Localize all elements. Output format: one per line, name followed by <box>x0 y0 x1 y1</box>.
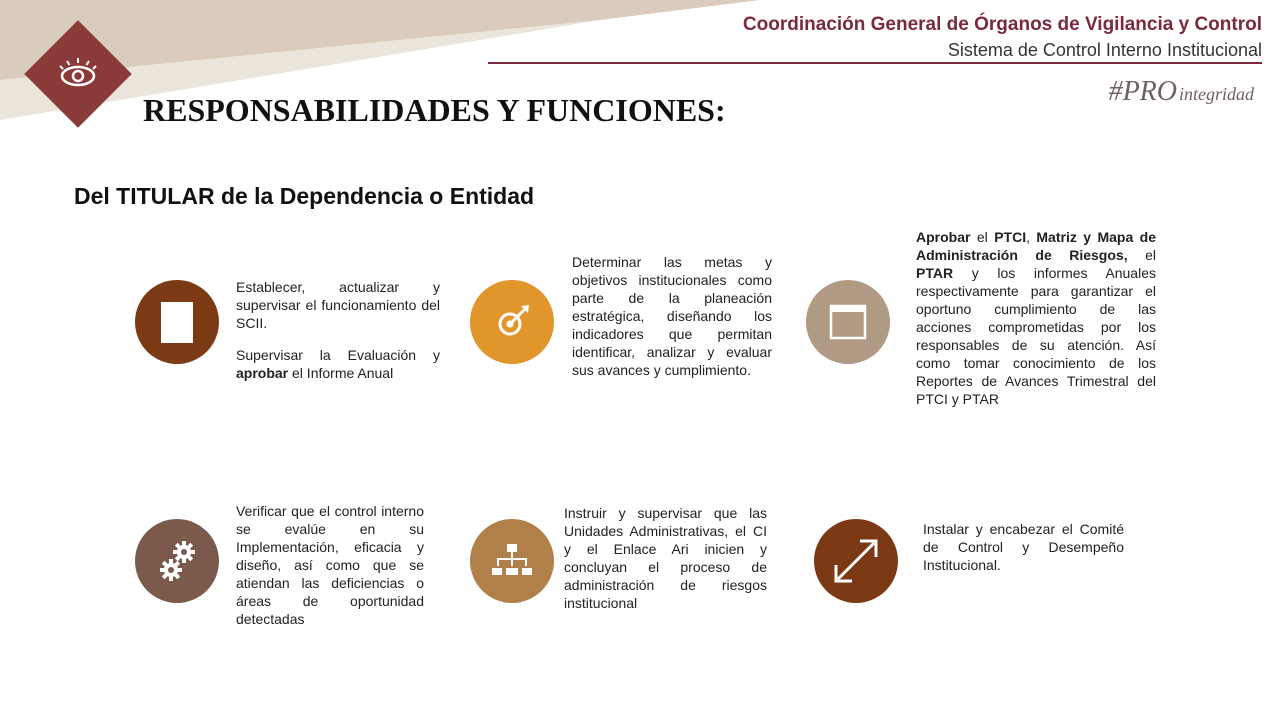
card-4-text: Verificar que el control interno se evalúe en su Implementación, eficacia y diseño, así como que se atiendan las deficiencias o áreas de oportunidad detectadas <box>236 503 424 627</box>
header-divider <box>488 62 1262 64</box>
card-1-circle <box>135 280 219 364</box>
window-icon <box>806 280 890 364</box>
card-2-text: Determinar las metas y objetivos institucionales como parte de la planeación estratégica, diseñando los indicadores que permitan identificar, analizar y evaluar sus avances y cumplimiento. <box>572 254 772 378</box>
brand-tag <box>1109 76 1254 108</box>
document-icon <box>135 280 219 364</box>
card-6-circle <box>814 519 898 603</box>
card-6-text: Instalar y encabezar el Comité de Control y Desempeño Institucional. <box>923 521 1124 573</box>
org-subtitle: Sistema de Control Interno Institucional <box>947 40 1262 60</box>
card-1-p2: Supervisar la Evaluación y aprobar el Informe Anual <box>236 347 440 381</box>
card-5-text: Instruir y supervisar que las Unidades Administrativas, el CI y el Enlace Ari inicien y concluyan el proceso de administración de riesgos institucional <box>564 505 767 611</box>
card-1-text <box>236 278 440 382</box>
card-2-circle <box>470 280 554 364</box>
eye-icon <box>48 44 108 104</box>
page-title: RESPONSABILIDADES Y FUNCIONES: <box>143 92 726 128</box>
brand-sub: integridad <box>1179 84 1254 104</box>
card-1-p1: Establecer, actualizar y supervisar el funcionamiento del SCII. <box>236 279 440 331</box>
brand-main: #PRO <box>1108 76 1177 107</box>
target-icon <box>470 280 554 364</box>
card-3-text: Aprobar el PTCI, Matriz y Mapa de Administración de Riesgos, el PTAR y los informes Anuales respectivamente para garantizar el oportuno cumplimiento de las acciones comprometidas por los responsables de su atención. Así como tomar conocimiento de los Reportes de Avances Trimestral del PTCI y PTAR <box>916 229 1156 407</box>
card-4-circle <box>135 519 219 603</box>
expand-arrow-icon <box>814 519 898 603</box>
org-chart-icon <box>470 519 554 603</box>
card-5-circle <box>470 519 554 603</box>
org-title: Coordinación General de Órganos de Vigilancia y Control <box>742 14 1262 35</box>
section-heading: Del TITULAR de la Dependencia o Entidad <box>74 183 535 209</box>
gears-icon <box>135 519 219 603</box>
card-3-circle <box>806 280 890 364</box>
